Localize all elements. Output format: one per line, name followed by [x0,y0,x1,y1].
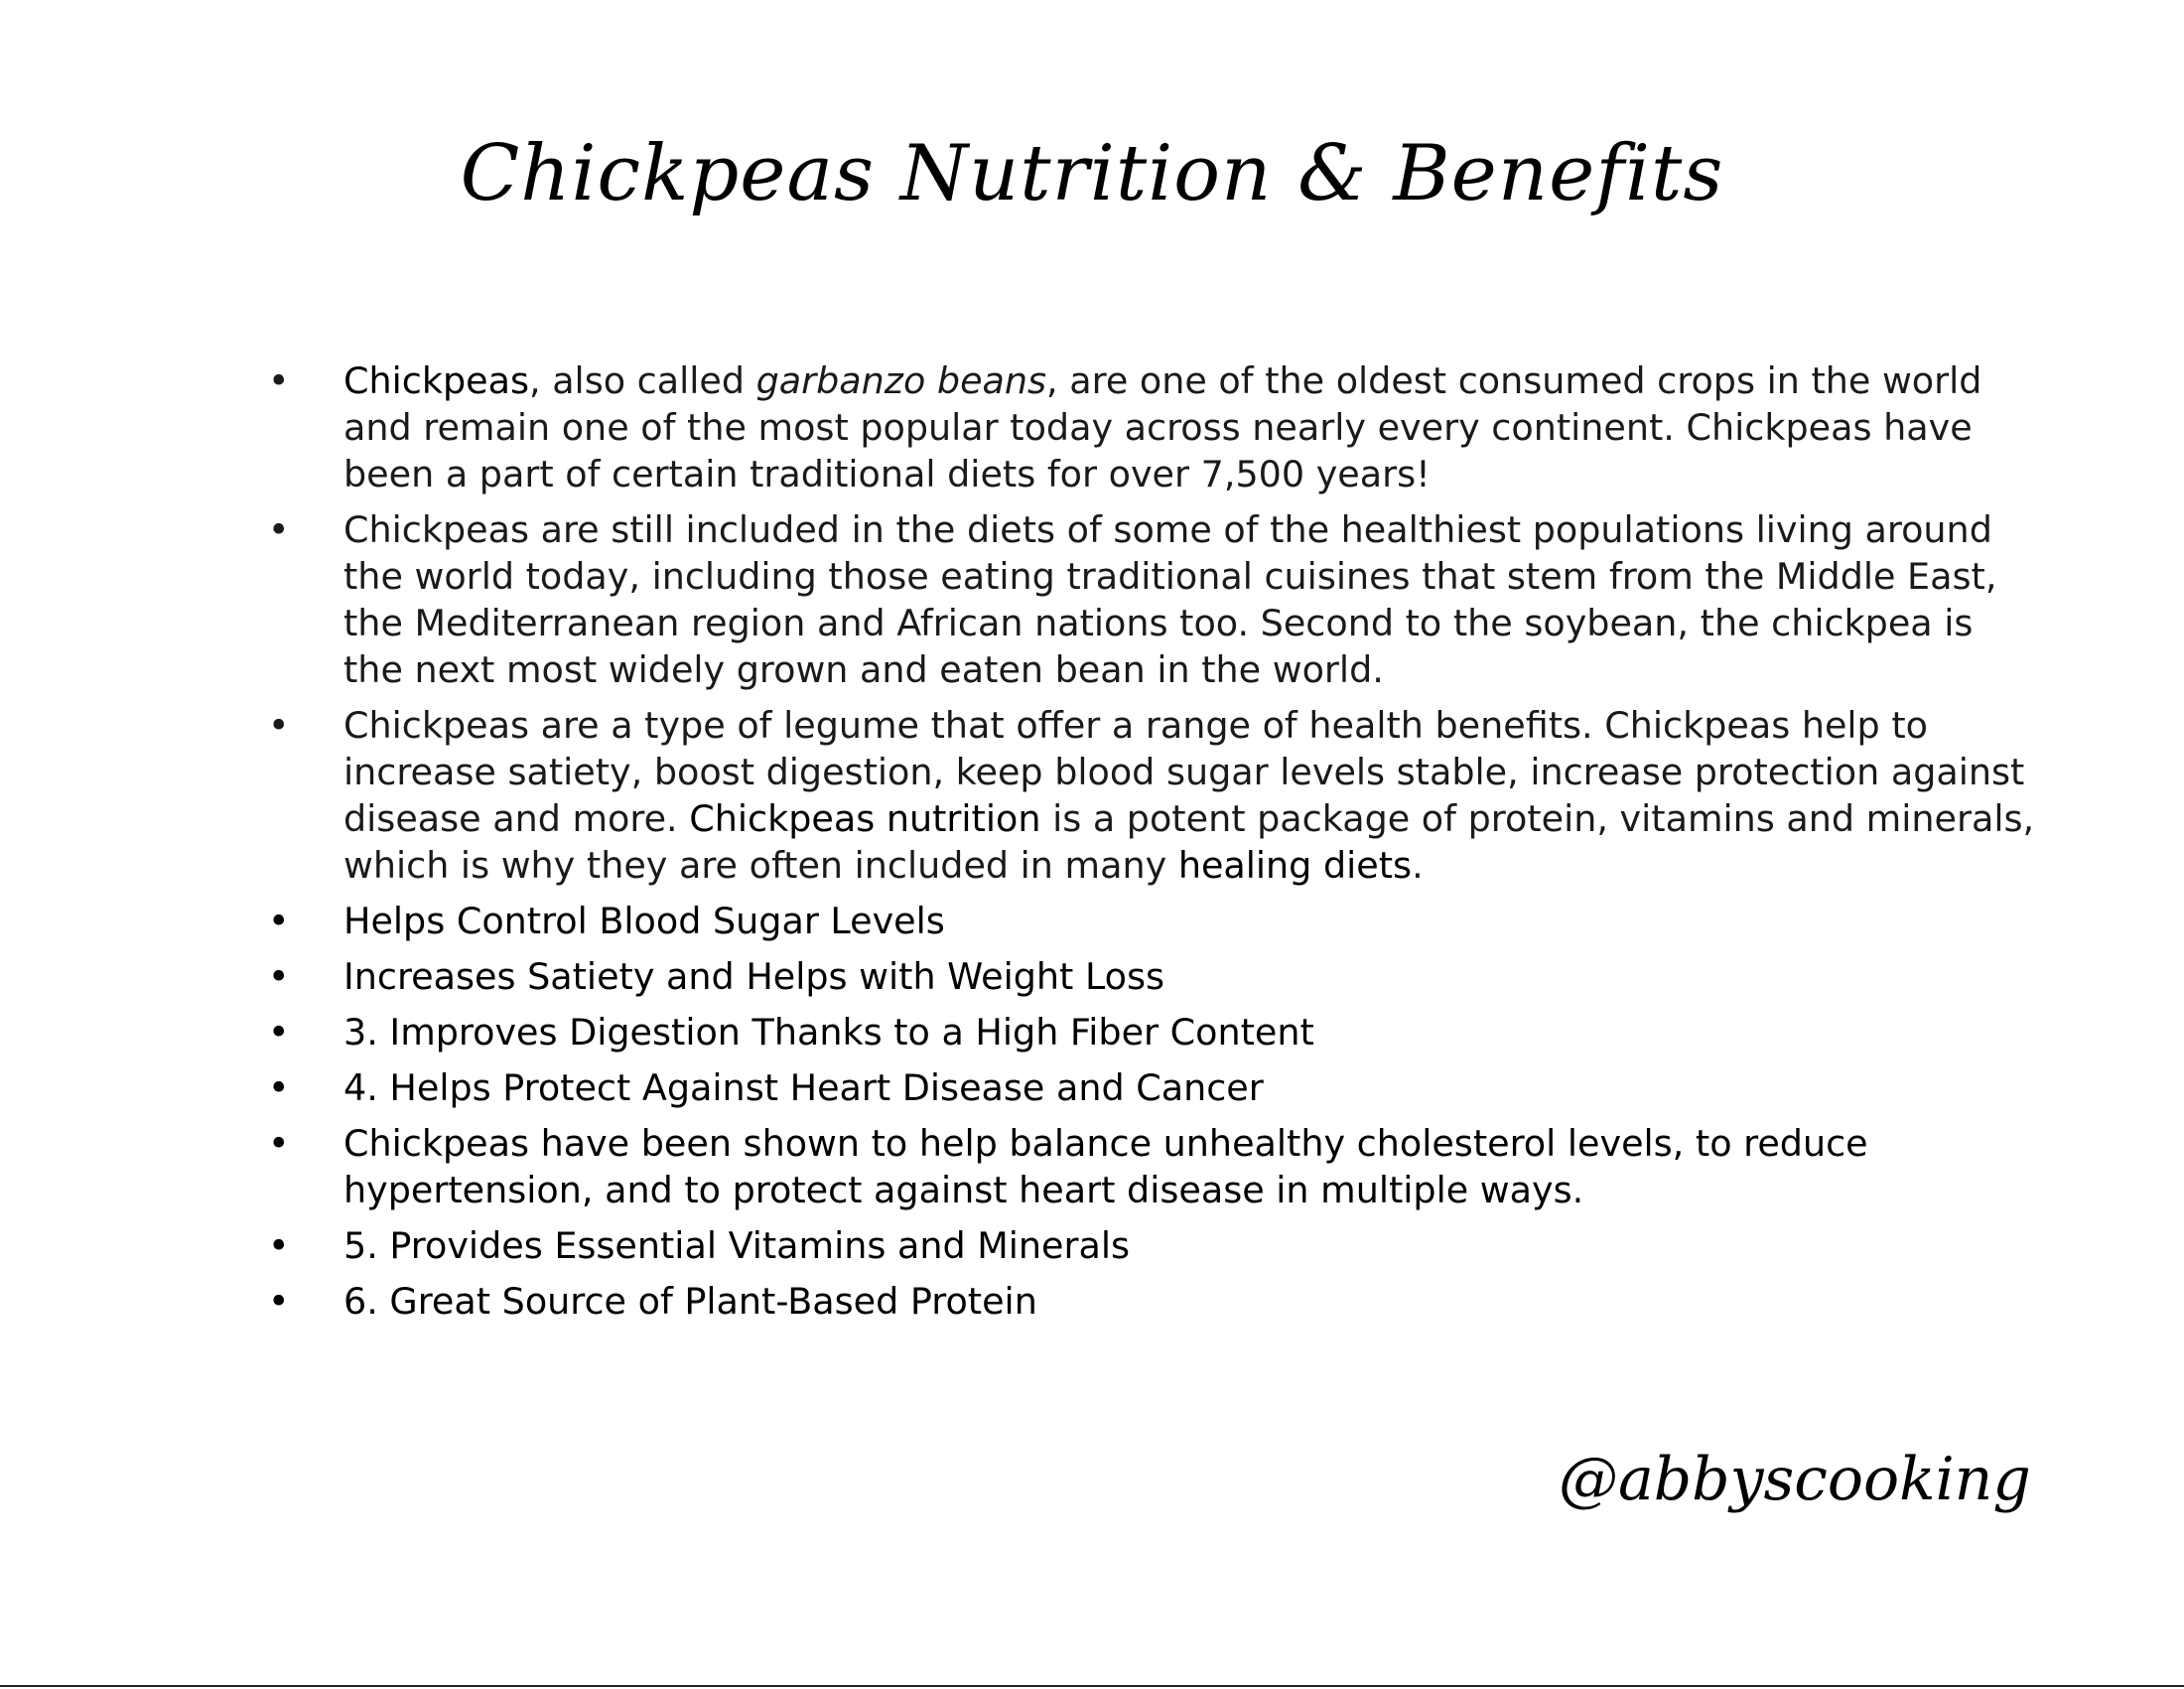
item-heading: 5. Provides Essential Vitamins and Minerals [343,1224,1131,1267]
item-heading: Increases Satiety and Helps with Weight Loss [343,955,1165,998]
bullet-icon: • [268,1066,290,1109]
item-text: , are one of the oldest consumed crops in the world and remain one of the most popular today across nearly every continent. Chickpeas have been a part of certain traditional diets for over 7,500 years! [343,359,1982,495]
item-heading: 3. Improves Digestion Thanks to a High Fiber Content [343,1011,1314,1054]
list-item [268,1120,2035,1213]
page-title: Chickpeas Nutrition & Benefits [460,129,1724,218]
item-text: is a potent package of protein, vitamins and minerals, which is why they are often included in many [343,797,2035,887]
bullet-icon: • [268,1280,290,1323]
list-item [268,898,2035,944]
item-text: . [1412,844,1424,887]
bullet-icon: • [268,1011,290,1054]
item-text: Chickpeas have been shown to help balance unhealthy cholesterol levels, to reduce hypertension, and to protect against heart disease in multiple ways. [343,1122,1868,1211]
item-link-text: Chickpeas nutrition [689,797,1041,840]
bullet-icon: • [268,508,290,551]
list-item [268,1064,2035,1111]
list-item [268,1009,2035,1056]
bullet-icon: • [268,1122,290,1165]
item-text: Chickpeas are still included in the diets of some of the healthiest populations living around the world today, including those eating traditional cuisines that stem from the Middle East, the Mediterranean region and African nations too. Second to the soybean, the chickpea is the next most widely grown and eaten bean in the world. [343,508,1997,691]
item-text-italic: garbanzo beans [755,359,1047,402]
list-item [268,1278,2035,1325]
list-item [268,953,2035,1000]
item-heading: Helps Control Blood Sugar Levels [343,900,945,942]
list-item [268,1222,2035,1269]
list-item [268,357,2035,497]
bullet-icon: • [268,900,290,942]
item-text: , also called [528,359,756,402]
page-bottom-rule [0,1685,2184,1687]
bullet-icon: • [268,704,290,747]
author-signature: @abbyscooking [1559,1445,2031,1514]
list-item [268,702,2035,889]
list-item [268,506,2035,693]
item-link-text: healing diets [1177,844,1413,887]
benefits-list [268,357,2035,1334]
item-heading: 4. Helps Protect Against Heart Disease and Cancer [343,1066,1264,1109]
bullet-icon: • [268,955,290,998]
item-heading: 6. Great Source of Plant-Based Protein [343,1280,1037,1323]
bullet-icon: • [268,359,290,402]
bullet-icon: • [268,1224,290,1267]
item-text: Chickpeas [343,359,529,402]
item-text: Chickpeas are a type of legume that offer a range of health benefits. Chickpeas help to increase satiety, boost digestion, keep blood sugar levels stable, increase protection against disease and more. [343,704,2025,840]
